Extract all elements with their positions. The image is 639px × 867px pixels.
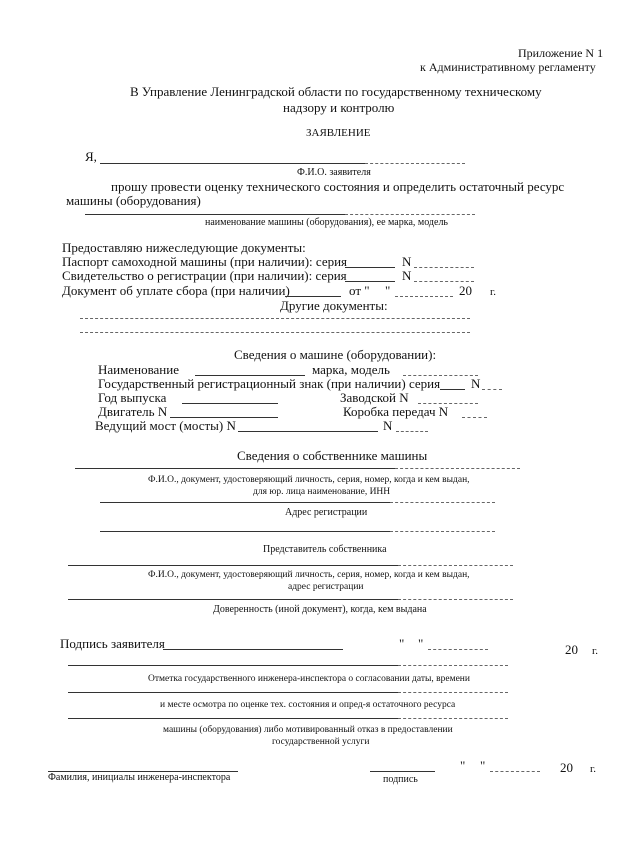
rep-caption-line1: Ф.И.О., документ, удостоверяющий личность, серия, номер, когда и кем выдан, bbox=[148, 570, 470, 580]
address-caption: Адрес регистрации bbox=[285, 507, 368, 518]
machine-line-dashed bbox=[345, 214, 475, 215]
machine-name-label: Наименование bbox=[98, 362, 179, 377]
year-label: Год выпуска bbox=[98, 390, 167, 405]
signature-label: Подпись заявителя bbox=[60, 636, 165, 651]
representative-line-dashed bbox=[398, 565, 513, 566]
passport-label: Паспорт самоходной машины (при наличии): серия bbox=[62, 254, 348, 269]
fio-line-dashed bbox=[365, 163, 465, 164]
passport-number-line bbox=[414, 267, 474, 268]
request-line2: машины (оборудования) bbox=[66, 193, 201, 208]
engine-label: Двигатель N bbox=[98, 404, 168, 419]
owner-caption-line1: Ф.И.О., документ, удостоверяющий личность, серия, номер, когда и кем выдан, bbox=[148, 475, 470, 485]
inspector-month-line bbox=[490, 771, 540, 772]
reg-sign-label: Государственный регистрационный знак (при наличии) серия bbox=[98, 376, 441, 391]
fee-quote: " bbox=[385, 283, 391, 298]
machine-line bbox=[85, 214, 345, 215]
representative-line bbox=[68, 565, 398, 566]
appendix-regulation: к Административному регламенту bbox=[420, 60, 596, 74]
fee-year-suffix: г. bbox=[490, 286, 497, 298]
machine-caption: наименование машины (оборудования), ее марка, модель bbox=[205, 217, 448, 228]
owner-info-heading: Сведения о собственнике машины bbox=[237, 448, 428, 463]
inspector-line1 bbox=[68, 692, 398, 693]
registration-label: Свидетельство о регистрации (при наличии): серия bbox=[62, 268, 347, 283]
other-docs-line2 bbox=[80, 332, 470, 333]
inspector-quote-open: " bbox=[460, 758, 466, 773]
fio-caption: Ф.И.О. заявителя bbox=[297, 167, 371, 178]
registration-series-line bbox=[345, 281, 395, 282]
other-docs-line1 bbox=[80, 318, 470, 319]
fee-label: Документ об уплате сбора (при наличии) bbox=[62, 283, 290, 298]
inspector-note-line2: и месте осмотра по оценке тех. состояния и опред-я остаточного ресурса bbox=[160, 700, 456, 710]
inspector-sign-caption: подпись bbox=[383, 774, 418, 785]
signature-quote-close: " bbox=[418, 636, 424, 651]
request-line1: прошу провести оценку технического состояния и определить остаточный ресурс bbox=[111, 179, 565, 194]
reg-sign-n: N bbox=[471, 376, 481, 391]
inspector-note-line3: машины (оборудования) либо мотивированный отказ в предоставлении bbox=[163, 725, 453, 735]
addressee-line2: надзору и контролю bbox=[283, 100, 395, 115]
inspector-name-caption: Фамилия, инициалы инженера-инспектора bbox=[48, 772, 231, 783]
fee-year: 20 bbox=[459, 283, 472, 298]
inspector-sign-line bbox=[370, 771, 435, 772]
axle-n2: N bbox=[383, 418, 393, 433]
registration-number-line bbox=[414, 281, 474, 282]
signature-year-suffix: г. bbox=[592, 645, 599, 657]
inspector-line2-dashed bbox=[398, 718, 508, 719]
reg-sign-number-line bbox=[482, 389, 502, 390]
registration-n: N bbox=[402, 268, 412, 283]
signature-year: 20 bbox=[565, 642, 578, 657]
address-line2 bbox=[100, 531, 390, 532]
owner-line-dashed bbox=[395, 468, 520, 469]
inspector-line2 bbox=[68, 718, 398, 719]
reg-sign-series-line bbox=[440, 389, 465, 390]
year-line bbox=[182, 403, 278, 404]
passport-series-line bbox=[345, 267, 395, 268]
signature-line bbox=[163, 649, 343, 650]
signature-quote-open: " bbox=[399, 636, 405, 651]
axle-line1 bbox=[238, 431, 378, 432]
power-of-attorney-caption: Доверенность (иной документ), когда, кем выдана bbox=[213, 604, 427, 615]
inspector-line0-dashed bbox=[398, 665, 508, 666]
inspector-note-line4: государственной услуги bbox=[272, 737, 370, 747]
documents-intro: Предоставляю нижеследующие документы: bbox=[62, 240, 306, 255]
fio-line bbox=[100, 163, 365, 164]
inspector-year: 20 bbox=[560, 760, 573, 775]
appendix-number: Приложение N 1 bbox=[518, 46, 604, 60]
inspector-quote-close: " bbox=[480, 758, 486, 773]
address-line bbox=[100, 502, 390, 503]
inspector-year-suffix: г. bbox=[590, 763, 597, 775]
rep-caption-line2: адрес регистрации bbox=[288, 582, 364, 592]
address-line2-dashed bbox=[390, 531, 495, 532]
other-documents: Другие документы: bbox=[280, 298, 388, 313]
gearbox-label: Коробка передач N bbox=[343, 404, 449, 419]
signature-month-line bbox=[428, 649, 488, 650]
owner-caption-line2: для юр. лица наименование, ИНН bbox=[253, 487, 391, 497]
factory-label: Заводской N bbox=[340, 390, 409, 405]
addressee-line1: В Управление Ленинградской области по государственному техническому bbox=[130, 84, 542, 99]
fee-from: от " bbox=[349, 283, 370, 298]
rep-address-line-dashed bbox=[398, 599, 513, 600]
axle-label: Ведущий мост (мосты) N bbox=[95, 418, 236, 433]
inspector-line0 bbox=[68, 665, 398, 666]
owner-line bbox=[75, 468, 395, 469]
fee-number-line bbox=[285, 296, 341, 297]
inspector-line1-dashed bbox=[398, 692, 508, 693]
machine-brand-label: марка, модель bbox=[312, 362, 390, 377]
passport-n: N bbox=[402, 254, 412, 269]
inspector-note-line1: Отметка государственного инженера-инспектора о согласовании даты, времени bbox=[148, 674, 470, 684]
machine-info-heading: Сведения о машине (оборудовании): bbox=[234, 347, 437, 362]
address-line-dashed bbox=[390, 502, 495, 503]
fee-month-line bbox=[395, 296, 453, 297]
document-title: ЗАЯВЛЕНИЕ bbox=[306, 127, 371, 139]
representative-caption: Представитель собственника bbox=[263, 544, 387, 555]
ya-label: Я, bbox=[85, 149, 97, 164]
gearbox-line bbox=[462, 417, 487, 418]
axle-line2 bbox=[396, 431, 428, 432]
rep-address-line bbox=[68, 599, 398, 600]
